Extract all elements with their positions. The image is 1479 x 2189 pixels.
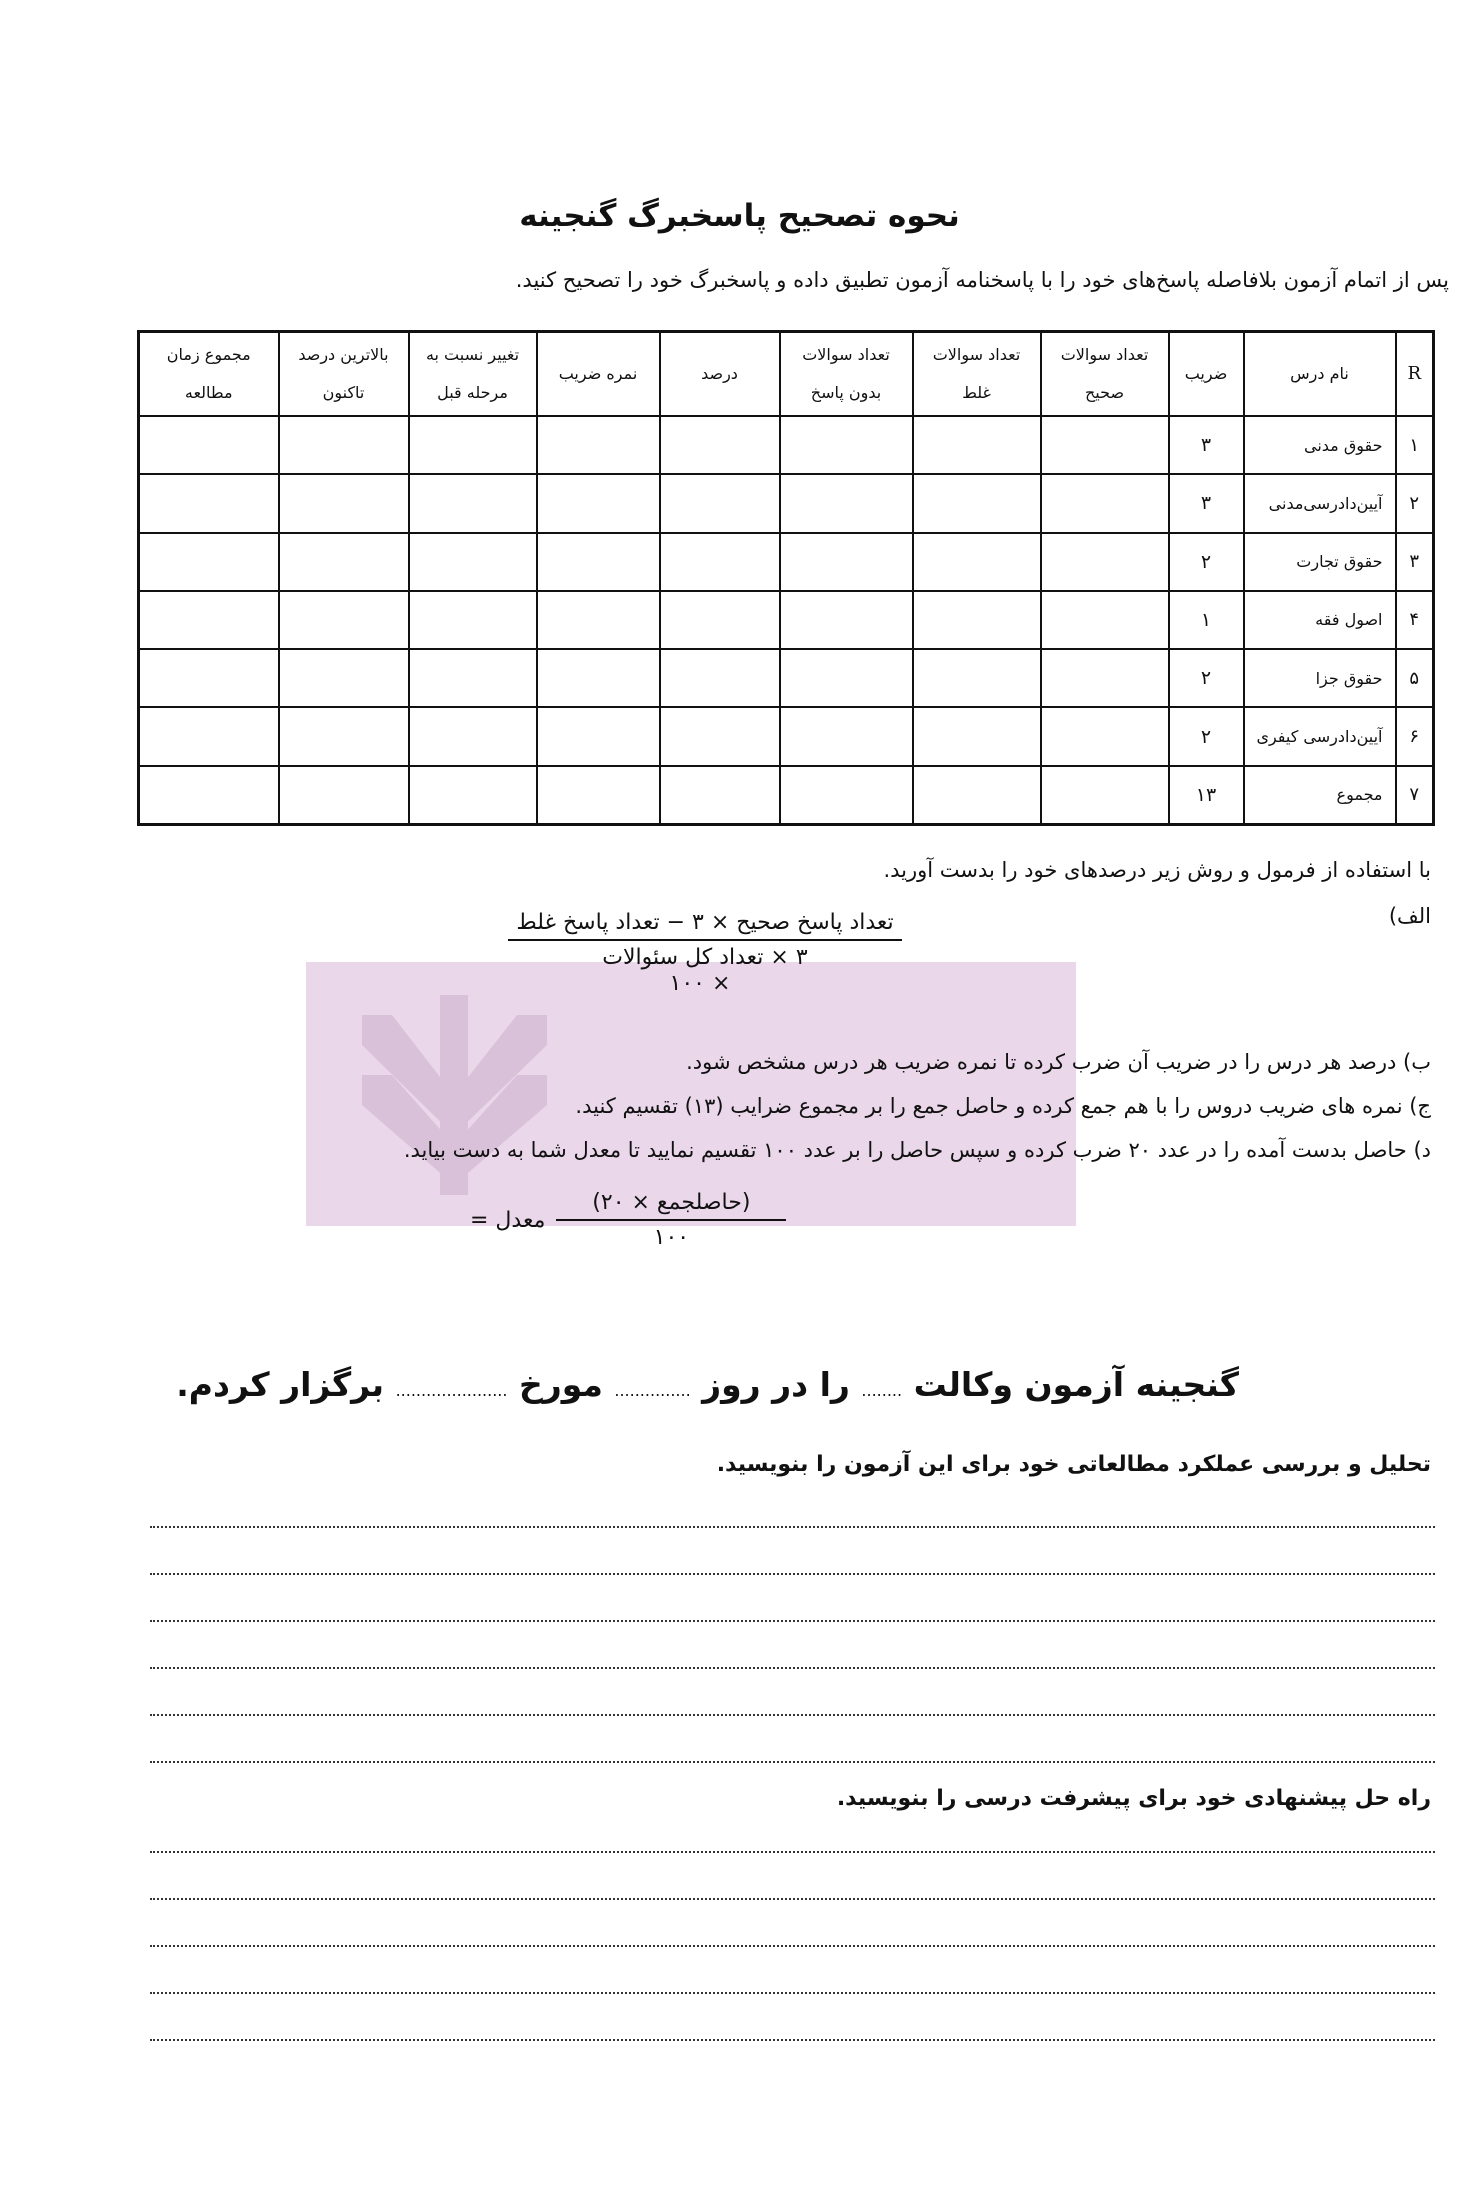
formula-intro: با استفاده از فرمول و روش زیر درصدهای خود را بدست آورید. [883, 858, 1431, 882]
change-cell[interactable] [409, 474, 537, 532]
row-number: ۵ [1396, 649, 1434, 707]
day-field[interactable]: ............... [614, 1381, 691, 1400]
table-row [139, 591, 1434, 649]
coefficient: ۲ [1169, 707, 1244, 765]
change-cell[interactable] [409, 416, 537, 474]
formula-a-denominator: ۳ × تعداد کل سئوالات [602, 945, 808, 970]
coefficient: ۳ [1169, 474, 1244, 532]
header-coef: ضریب [1169, 332, 1244, 417]
row-number: ۷ [1396, 766, 1434, 825]
weighted-score-cell[interactable] [537, 474, 660, 532]
header-time: مجموع زمان مطالعه [139, 332, 279, 417]
answer-sheet-table [137, 330, 1435, 826]
best-percent-cell[interactable] [279, 707, 409, 765]
wrong-count-cell[interactable] [913, 707, 1041, 765]
blank-count-cell[interactable] [780, 474, 913, 532]
best-percent-cell[interactable] [279, 533, 409, 591]
percent-cell[interactable] [660, 533, 780, 591]
weighted-score-cell[interactable] [537, 707, 660, 765]
weighted-score-cell[interactable] [537, 416, 660, 474]
solution-writing-line[interactable] [150, 1898, 1435, 1900]
formula-a [470, 910, 940, 996]
percent-cell[interactable] [660, 474, 780, 532]
blank-count-cell[interactable] [780, 533, 913, 591]
step-b: ب) درصد هر درس را در ضریب آن ضرب کرده تا نمره ضریب هر درس مشخص شود. [686, 1050, 1431, 1074]
correct-count-cell[interactable] [1041, 707, 1169, 765]
analysis-writing-line[interactable] [150, 1526, 1435, 1528]
formula-d-denominator: ۱۰۰ [653, 1225, 690, 1250]
percent-cell[interactable] [660, 707, 780, 765]
record-part-2: را در روز [702, 1365, 850, 1404]
analysis-writing-line[interactable] [150, 1761, 1435, 1763]
formula-d [470, 1190, 786, 1250]
blank-count-cell[interactable] [780, 707, 913, 765]
correct-count-cell[interactable] [1041, 533, 1169, 591]
wrong-count-cell[interactable] [913, 416, 1041, 474]
analysis-writing-line[interactable] [150, 1573, 1435, 1575]
table-row [139, 533, 1434, 591]
course-name: اصول فقه [1244, 591, 1396, 649]
weighted-score-cell[interactable] [537, 533, 660, 591]
formula-a-fraction [508, 910, 901, 970]
wrong-count-cell[interactable] [913, 766, 1041, 825]
best-percent-cell[interactable] [279, 416, 409, 474]
page-title: نحوه تصحیح پاسخبرگ گنجینه [519, 198, 960, 234]
coefficient: ۲ [1169, 649, 1244, 707]
best-percent-cell[interactable] [279, 649, 409, 707]
formula-a-label: الف) [1388, 904, 1431, 928]
table-row [139, 474, 1434, 532]
solution-writing-line[interactable] [150, 1992, 1435, 1994]
coefficient: ۱۳ [1169, 766, 1244, 825]
formula-a-numerator: تعداد پاسخ صحیح × ۳ − تعداد پاسخ غلط [508, 910, 901, 941]
record-part-1: گنجینه آزمون وکالت [913, 1365, 1239, 1404]
header-wrong: تعداد سوالات غلط [913, 332, 1041, 417]
study-time-cell[interactable] [139, 766, 279, 825]
blank-count-cell[interactable] [780, 649, 913, 707]
formula-d-fraction [556, 1190, 786, 1250]
percent-cell[interactable] [660, 766, 780, 825]
formula-d-label: معدل = [470, 1207, 546, 1233]
header-best: بالاترین درصد تاکنون [279, 332, 409, 417]
study-time-cell[interactable] [139, 474, 279, 532]
study-time-cell[interactable] [139, 591, 279, 649]
date-field[interactable]: ...................... [395, 1381, 508, 1400]
analysis-writing-line[interactable] [150, 1620, 1435, 1622]
correct-count-cell[interactable] [1041, 591, 1169, 649]
course-name: آیین‌دادرسی کیفری [1244, 707, 1396, 765]
wrong-count-cell[interactable] [913, 533, 1041, 591]
change-cell[interactable] [409, 707, 537, 765]
row-number: ۳ [1396, 533, 1434, 591]
solution-writing-line[interactable] [150, 1851, 1435, 1853]
correct-count-cell[interactable] [1041, 649, 1169, 707]
step-c: ج) نمره های ضریب دروس را با هم جمع کرده و حاصل جمع را بر مجموع ضرایب (۱۳) تقسیم کنید. [575, 1094, 1431, 1118]
percent-cell[interactable] [660, 649, 780, 707]
coefficient: ۳ [1169, 416, 1244, 474]
study-time-cell[interactable] [139, 416, 279, 474]
weighted-score-cell[interactable] [537, 766, 660, 825]
table-header-row [139, 332, 1434, 417]
study-time-cell[interactable] [139, 707, 279, 765]
record-part-4: برگزار کردم. [176, 1365, 385, 1404]
course-name: حقوق تجارت [1244, 533, 1396, 591]
row-number: ۱ [1396, 416, 1434, 474]
change-cell[interactable] [409, 649, 537, 707]
record-part-3: مورخ [518, 1365, 603, 1404]
row-number: ۴ [1396, 591, 1434, 649]
solution-writing-line[interactable] [150, 1945, 1435, 1947]
solution-heading: راه حل پیشنهادی خود برای پیشرفت درسی را بنویسید. [836, 1786, 1431, 1811]
intro-instructions: پس از اتمام آزمون بلافاصله پاسخ‌های خود را با پاسخنامه آزمون تطبیق داده و پاسخبرگ خود را تصحیح کنید. [515, 268, 1449, 292]
table-row [139, 416, 1434, 474]
analysis-heading: تحلیل و بررسی عملکرد مطالعاتی خود برای این آزمون را بنویسید. [716, 1452, 1431, 1477]
table-row [139, 707, 1434, 765]
course-name: آیین‌دادرسی‌مدنی [1244, 474, 1396, 532]
percent-cell[interactable] [660, 591, 780, 649]
analysis-writing-line[interactable] [150, 1714, 1435, 1716]
coefficient: ۲ [1169, 533, 1244, 591]
wrong-count-cell[interactable] [913, 474, 1041, 532]
change-cell[interactable] [409, 766, 537, 825]
header-course: نام درس [1244, 332, 1396, 417]
header-correct: تعداد سوالات صحیح [1041, 332, 1169, 417]
header-r: R [1396, 332, 1434, 417]
correct-count-cell[interactable] [1041, 474, 1169, 532]
wrong-count-cell[interactable] [913, 591, 1041, 649]
study-time-cell[interactable] [139, 649, 279, 707]
wrong-count-cell[interactable] [913, 649, 1041, 707]
blank-count-cell[interactable] [780, 416, 913, 474]
header-percent: درصد [660, 332, 780, 417]
correct-count-cell[interactable] [1041, 416, 1169, 474]
step-d: د) حاصل بدست آمده را در عدد ۲۰ ضرب کرده و سپس حاصل را بر عدد ۱۰۰ تقسیم نمایید تا معدل شما به دست بیاید. [403, 1138, 1431, 1162]
course-name: حقوق مدنی [1244, 416, 1396, 474]
exam-record-line [176, 1365, 1239, 1404]
course-name: حقوق جزا [1244, 649, 1396, 707]
weighted-score-cell[interactable] [537, 591, 660, 649]
solution-writing-line[interactable] [150, 2039, 1435, 2041]
best-percent-cell[interactable] [279, 591, 409, 649]
best-percent-cell[interactable] [279, 474, 409, 532]
watermark-emblem-icon [352, 985, 557, 1205]
study-time-cell[interactable] [139, 533, 279, 591]
formula-d-numerator: (حاصلجمع × ۲۰) [556, 1190, 786, 1221]
blank-count-cell[interactable] [780, 591, 913, 649]
coefficient: ۱ [1169, 591, 1244, 649]
correct-count-cell[interactable] [1041, 766, 1169, 825]
table-row-total [139, 766, 1434, 825]
table-row [139, 649, 1434, 707]
blank-count-cell[interactable] [780, 766, 913, 825]
header-weighted: نمره ضریب [537, 332, 660, 417]
dots-field-1[interactable]: ........ [861, 1381, 903, 1400]
row-number: ۲ [1396, 474, 1434, 532]
percent-cell[interactable] [660, 416, 780, 474]
header-change: تغییر نسبت به مرحله قبل [409, 332, 537, 417]
formula-a-multiplier: × ۱۰۰ [669, 970, 731, 996]
change-cell[interactable] [409, 533, 537, 591]
change-cell[interactable] [409, 591, 537, 649]
best-percent-cell[interactable] [279, 766, 409, 825]
analysis-writing-line[interactable] [150, 1667, 1435, 1669]
course-name: مجموع [1244, 766, 1396, 825]
row-number: ۶ [1396, 707, 1434, 765]
header-blank: تعداد سوالات بدون پاسخ [780, 332, 913, 417]
weighted-score-cell[interactable] [537, 649, 660, 707]
